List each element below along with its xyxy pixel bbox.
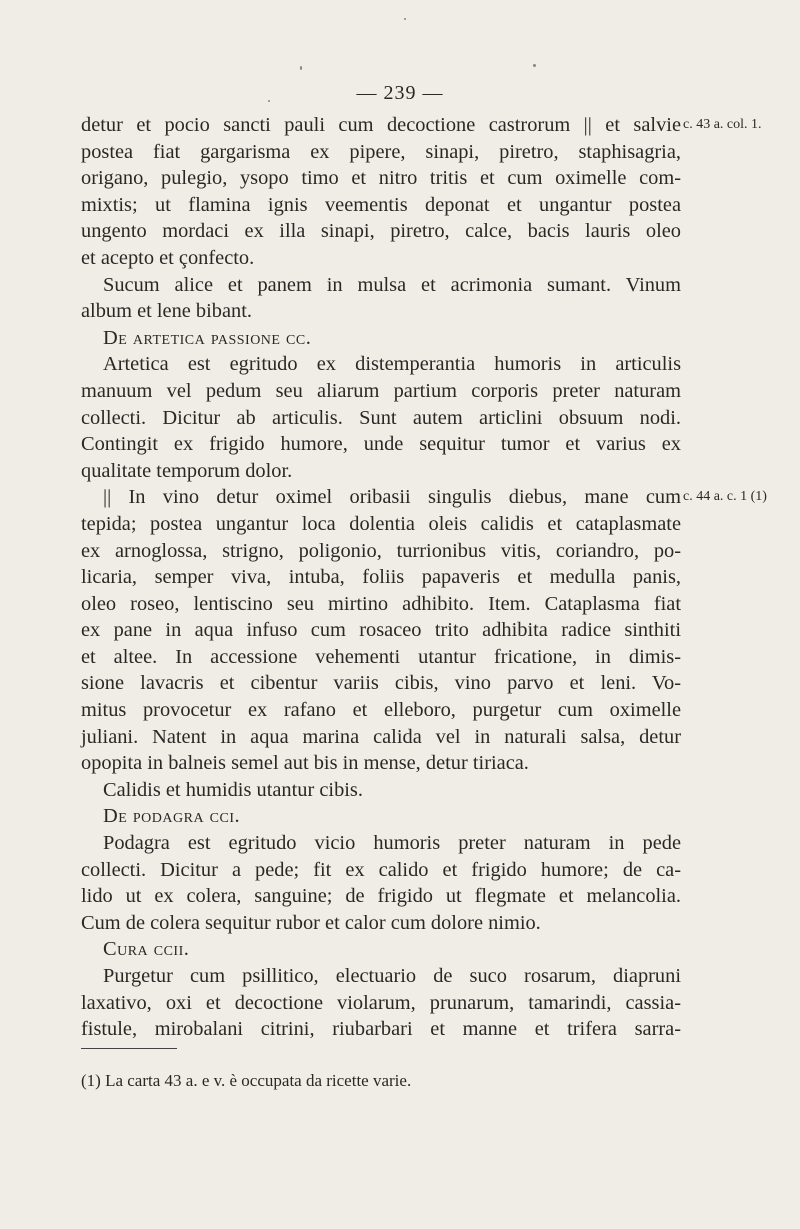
section-heading xyxy=(81,803,681,830)
text-line-content: Contingit ex frigido humore, unde sequitur tumor et varius ex xyxy=(81,433,681,456)
page-number: — 239 — xyxy=(356,82,444,104)
text-line-content: collecti. Dicitur a pede; fit ex calido et frigido humore; de ca- xyxy=(81,858,681,881)
text-line-content: collecti. Dicitur ab articulis. Sunt autem articlini obsuum nodi. xyxy=(81,406,681,429)
text-line xyxy=(81,165,681,192)
text-line-content: postea fiat gargarisma ex pipere, sinapi, piretro, staphisagria, xyxy=(81,140,681,163)
text-line-content: Calidis et humidis utantur cibis. xyxy=(103,778,363,801)
text-line xyxy=(81,378,681,405)
text-line xyxy=(81,245,681,272)
text-line xyxy=(81,538,681,565)
text-line-content: et altee. In accessione vehementi utantur fricatione, in dimis- xyxy=(81,645,681,668)
text-line-content: oleo roseo, lentiscino seu mirtino adhibito. Item. Cataplasma fiat xyxy=(81,592,681,615)
text-line xyxy=(81,670,681,697)
paper-speck xyxy=(300,66,302,70)
text-line xyxy=(81,724,681,751)
text-line xyxy=(81,351,681,378)
text-line xyxy=(81,192,681,219)
text-line-content: De podagra cci. xyxy=(103,805,241,828)
text-line-content: fistule, mirobalani citrini, riubarbari et manne et trifera sarra- xyxy=(81,1018,681,1041)
text-line xyxy=(81,697,681,724)
text-line xyxy=(81,139,681,166)
text-line-content: ex pane in aqua infuso cum rosaceo trito adhibita radice sinthiti xyxy=(81,619,681,642)
text-line-content: Podagra est egritudo vicio humoris preter naturam in pede xyxy=(103,832,681,855)
paper-speck xyxy=(268,100,270,102)
text-line-content: sione lavacris et cibentur variis cibis, vino parvo et leni. Vo- xyxy=(81,672,681,695)
section-heading xyxy=(81,936,681,963)
text-line-content: qualitate temporum dolor. xyxy=(81,459,293,482)
text-line-content: Cura ccii. xyxy=(103,938,190,961)
text-line-content: Purgetur cum psillitico, electuario de suco rosarum, diapruni xyxy=(103,965,681,987)
text-line xyxy=(81,298,681,325)
paper-speck xyxy=(533,64,536,67)
text-line xyxy=(81,963,681,990)
text-line xyxy=(81,405,681,432)
text-line-content: || In vino detur oximel oribasii singulis diebus, mane cum xyxy=(103,486,681,509)
text-line xyxy=(81,644,681,671)
text-line-content: De artetica passione cc. xyxy=(103,326,312,349)
text-line xyxy=(81,857,681,884)
footnote: (1) La carta 43 a. e v. è occupata da ricette varie. xyxy=(81,1071,412,1090)
text-line-content: origano, pulegio, ysopo timo et nitro tritis et cum oximelle com- xyxy=(81,167,681,190)
text-line-content: Cum de colera sequitur rubor et calor cum dolore nimio. xyxy=(81,911,541,934)
text-line xyxy=(81,990,681,1017)
text-line xyxy=(81,458,681,485)
text-line xyxy=(81,617,681,644)
text-line xyxy=(81,1016,681,1043)
text-line-content: album et lene bibant. xyxy=(81,300,253,323)
text-line-content: ungento mordaci ex illa sinapi, piretro, calce, bacis lauris oleo xyxy=(81,220,681,243)
text-line-content: detur et pocio sancti pauli cum decoctione castrorum || et salvie xyxy=(81,114,681,136)
text-line-content: licaria, semper viva, intuba, foliis papaveris et medulla panis, xyxy=(81,566,681,589)
text-line-content: ex arnoglossa, strigno, poligonio, turrionibus vitis, coriandro, po- xyxy=(81,539,681,562)
text-line xyxy=(81,511,681,538)
text-line xyxy=(81,218,681,245)
text-line xyxy=(81,591,681,618)
text-line-content: tepida; postea ungantur loca dolentia oleis calidis et cataplasmate xyxy=(81,512,681,535)
body-text xyxy=(81,112,767,1043)
text-line xyxy=(81,830,681,857)
paper-speck xyxy=(404,18,406,20)
text-line xyxy=(81,272,681,299)
text-line-content: juliani. Natent in aqua marina calida vel in naturali salsa, detur xyxy=(81,725,681,748)
text-line-content: et acepto et çonfecto. xyxy=(81,246,255,269)
text-line xyxy=(81,750,681,777)
text-line xyxy=(81,431,681,458)
text-line-content: mitus provocetur ex rafano et elleboro, purgetur cum oximelle xyxy=(81,699,681,722)
margin-note: c. 44 a. c. 1 (1) xyxy=(683,489,767,505)
text-line-content: laxativo, oxi et decoctione violarum, prunarum, tamarindi, cassia- xyxy=(81,991,681,1014)
footnote-rule xyxy=(81,1048,177,1049)
section-heading xyxy=(81,325,681,352)
text-line xyxy=(81,564,681,591)
text-line-content: lido ut ex colera, sanguine; de frigido ut flegmate et melancolia. xyxy=(81,885,681,908)
text-line-content: opopita in balneis semel aut bis in mense, detur tiriaca. xyxy=(81,752,529,775)
text-line xyxy=(81,910,681,937)
text-line xyxy=(81,112,762,139)
text-line xyxy=(81,484,767,511)
margin-note: c. 43 a. col. 1. xyxy=(683,117,762,132)
text-line-content: manuum vel pedum seu aliarum partium corporis preter naturam xyxy=(81,379,681,402)
text-line-content: mixtis; ut flamina ignis veementis deponat et ungantur postea xyxy=(81,193,681,216)
text-line-content: Sucum alice et panem in mulsa et acrimonia sumant. Vinum xyxy=(103,273,681,296)
text-line xyxy=(81,777,681,804)
text-line xyxy=(81,883,681,910)
text-line-content: Artetica est egritudo ex distemperantia humoris in articulis xyxy=(103,353,681,376)
